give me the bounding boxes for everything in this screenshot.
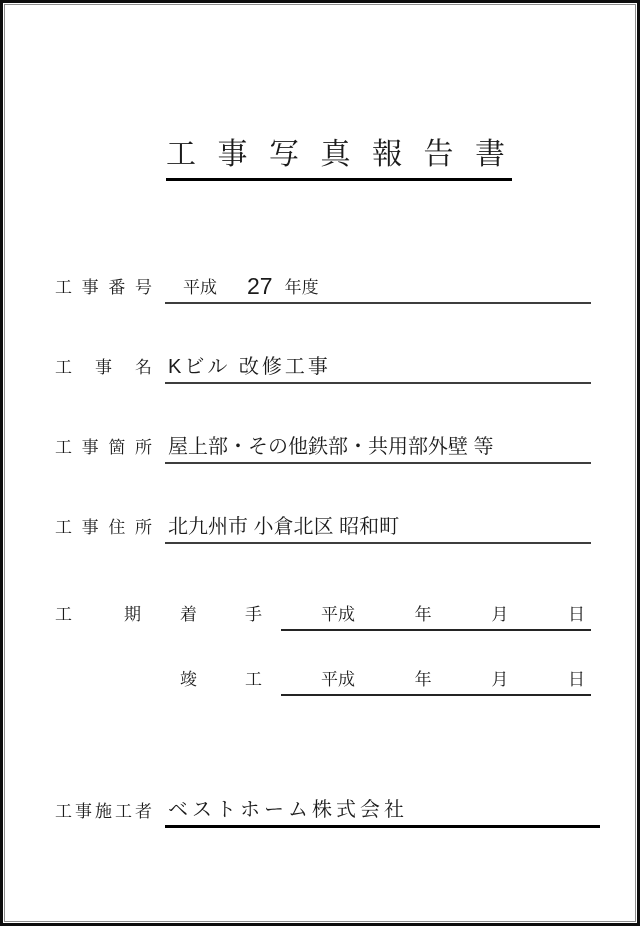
period-end-line <box>281 671 591 696</box>
field-row-construction-site <box>55 426 591 464</box>
field-row-contractor <box>55 790 600 828</box>
period-start-era: 平成 <box>321 605 355 624</box>
field-row-construction-address <box>55 506 591 544</box>
construction-number-year: 27 <box>247 273 273 299</box>
period-end-label: 竣 工 <box>180 670 262 689</box>
period-end-month-label: 月 <box>491 670 509 689</box>
period-start-line <box>281 606 591 631</box>
construction-site-line <box>165 436 591 464</box>
page-title: 工 事 写 真 報 告 書 <box>166 137 512 181</box>
construction-address-value: 北九州市 小倉北区 昭和町 <box>168 516 400 538</box>
construction-address-line <box>165 516 591 544</box>
field-row-period-start <box>55 593 591 631</box>
construction-name-label: 工 事 名 <box>55 358 152 377</box>
period-end-day-label: 日 <box>567 670 585 689</box>
period-start-day-label: 日 <box>567 605 585 624</box>
field-row-construction-name <box>55 346 591 384</box>
construction-number-line <box>165 275 591 304</box>
period-end-era: 平成 <box>321 670 355 689</box>
construction-number-era: 平成 <box>183 278 217 297</box>
construction-site-label: 工 事 箇 所 <box>55 438 152 457</box>
contractor-label: 工事施工者 <box>55 802 152 821</box>
construction-period-label: 工 期 <box>55 605 141 624</box>
field-row-period-end <box>180 658 591 696</box>
construction-address-label: 工 事 住 所 <box>55 518 152 537</box>
period-start-label: 着 手 <box>180 605 262 624</box>
construction-number-suffix: 年度 <box>284 278 319 297</box>
period-start-month-label: 月 <box>491 605 509 624</box>
construction-number-label: 工 事 番 号 <box>55 278 152 297</box>
construction-name-line <box>165 356 591 384</box>
period-start-year-label: 年 <box>414 605 432 624</box>
contractor-line <box>165 799 600 828</box>
period-end-year-label: 年 <box>414 670 432 689</box>
construction-site-value: 屋上部・その他鉄部・共用部外壁 等 <box>168 436 494 458</box>
contractor-value: ベストホーム株式会社 <box>168 799 408 821</box>
construction-name-value: Kビル 改修工事 <box>168 356 331 378</box>
field-row-construction-number <box>55 266 591 304</box>
